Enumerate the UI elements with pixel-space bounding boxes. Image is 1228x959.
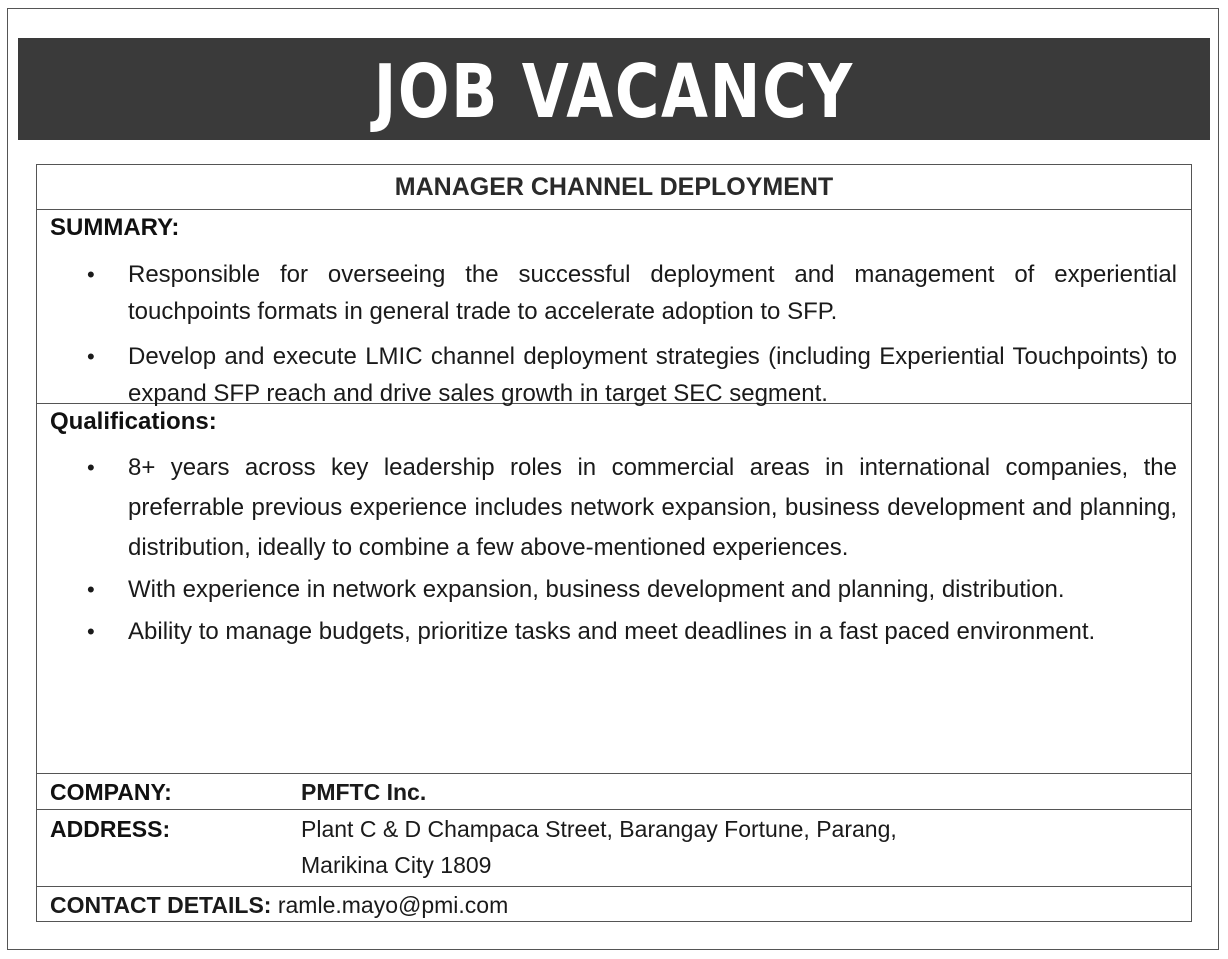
address-row <box>37 810 1191 887</box>
bullet-icon: • <box>87 619 95 644</box>
list-item <box>37 570 1177 610</box>
bullet-icon: • <box>87 577 95 602</box>
summary-section <box>37 210 1191 407</box>
vacancy-details-table <box>36 164 1192 922</box>
qualifications-heading: Qualifications: <box>50 408 217 435</box>
company-label: COMPANY: <box>50 779 172 805</box>
list-item <box>37 256 1177 330</box>
address-line-2: Marikina City 1809 <box>301 852 492 878</box>
banner <box>18 38 1210 140</box>
contact-row <box>37 887 1191 923</box>
bullet-icon: • <box>87 455 95 480</box>
summary-item-text: Develop and execute LMIC channel deployment strategies (including Experiential Touchpoints) to expand SFP reach and drive sales growth in target SEC segment. <box>128 343 1177 407</box>
contact-email[interactable]: ramle.mayo@pmi.com <box>277 892 509 918</box>
list-item <box>37 612 1177 652</box>
summary-item-text: Responsible for overseeing the successful deployment and management of experiential touchpoints formats in general trade to accelerate adoption to SFP. <box>128 261 1177 325</box>
job-title: MANAGER CHANNEL DEPLOYMENT <box>394 173 834 201</box>
qualification-item-text: 8+ years across key leadership roles in commercial areas in international companies, the preferrable previous experience includes network expansion, business development and planning, distribution, ideally to combine a few above-mentioned experiences. <box>128 454 1177 561</box>
list-item <box>37 338 1177 412</box>
contact-label: CONTACT DETAILS: <box>50 892 272 918</box>
qualification-item-text: With experience in network expansion, business development and planning, distribution. <box>128 576 1065 603</box>
summary-list <box>37 256 1177 420</box>
address-line-1: Plant C & D Champaca Street, Barangay Fortune, Parang, <box>301 816 897 842</box>
bullet-icon: • <box>87 262 95 287</box>
qualification-item-text: Ability to manage budgets, prioritize tasks and meet deadlines in a fast paced environment. <box>128 618 1096 645</box>
address-label: ADDRESS: <box>50 816 171 842</box>
company-value: PMFTC Inc. <box>301 779 427 805</box>
job-title-row <box>37 165 1191 210</box>
qualifications-section <box>37 404 1191 774</box>
summary-heading: SUMMARY: <box>50 214 180 241</box>
banner-title: JOB VACANCY <box>373 49 855 135</box>
contact-line <box>50 892 508 919</box>
bullet-icon: • <box>87 344 95 369</box>
list-item <box>37 448 1177 568</box>
qualifications-list <box>37 448 1177 654</box>
company-row <box>37 774 1191 810</box>
